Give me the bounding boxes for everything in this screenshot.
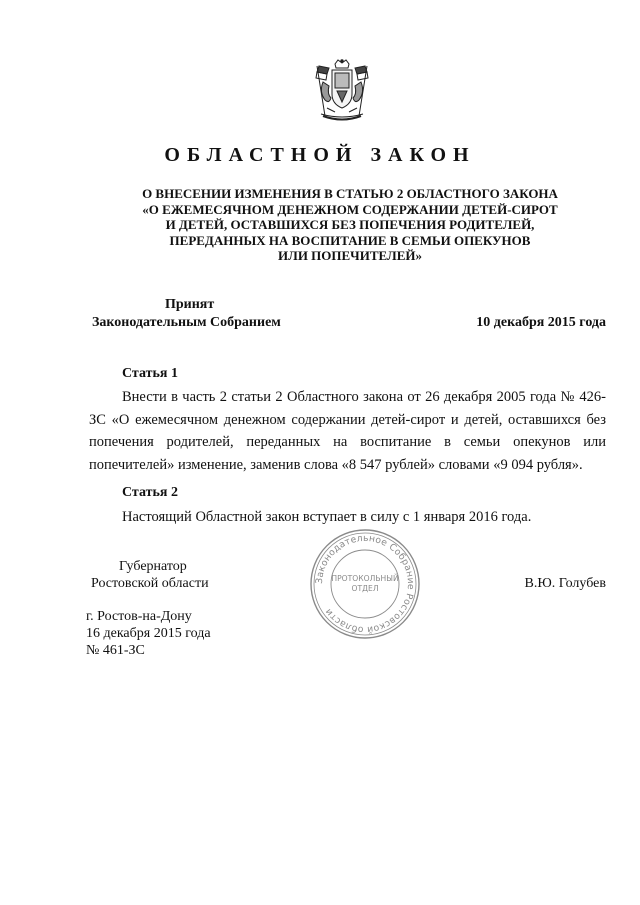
signatory-title-line-2: Ростовской области (91, 576, 209, 591)
official-stamp (309, 528, 421, 640)
adoption-date: 10 декабря 2015 года (476, 315, 606, 330)
stamp-center-line-1: ПРОТОКОЛЬНЫЙ (331, 574, 399, 583)
signatory-title-line-1: Губернатор (119, 559, 187, 574)
law-title-line: О ВНЕСЕНИИ ИЗМЕНЕНИЯ В СТАТЬЮ 2 ОБЛАСТНОГО ЗАКОНА (142, 186, 558, 201)
law-number: № 461-ЗС (86, 643, 145, 658)
stamp-center-line-2: ОТДЕЛ (351, 584, 379, 593)
article-2-text: Настоящий Областной закон вступает в силу с 1 января 2016 года. (122, 509, 532, 525)
law-title-line: ИЛИ ПОПЕЧИТЕЛЕЙ» (278, 248, 422, 263)
stamp-ring-text: Законодательное Собрание Ростовской области (313, 532, 417, 636)
signatory-name: В.Ю. Голубев (524, 576, 606, 591)
coat-of-arms-icon (305, 58, 379, 124)
document-type-heading: ОБЛАСТНОЙ ЗАКОН (164, 144, 476, 166)
signing-date: 16 декабря 2015 года (86, 626, 211, 641)
adopted-label: Принят (165, 297, 215, 312)
article-2-heading: Статья 2 (122, 485, 178, 500)
law-title (120, 186, 580, 264)
law-title-line: ПЕРЕДАННЫХ НА ВОСПИТАНИЕ В СЕМЬИ ОПЕКУНОВ (169, 232, 531, 248)
law-title-line: И ДЕТЕЙ, ОСТАВШИХСЯ БЕЗ ПОПЕЧЕНИЯ РОДИТЕЛЕЙ, (165, 217, 535, 232)
article-1-text: Внести в часть 2 статьи 2 Областного закона от 26 декабря 2005 года № 426-ЗС «О ежемесячном денежном содержании детей-сирот и детей, оставшихся без попечения родителей, переданных на воспитание в семьи опекунов или попечителей» изменение, заменив слова «8 547 рублей» словами «9 094 рубля». (89, 389, 606, 473)
signing-place: г. Ростов-на-Дону (86, 609, 192, 624)
adopted-by: Законодательным Собранием (92, 315, 281, 330)
article-1-heading: Статья 1 (122, 366, 178, 381)
law-title-line: «О ЕЖЕМЕСЯЧНОМ ДЕНЕЖНОМ СОДЕРЖАНИИ ДЕТЕЙ-СИРОТ (142, 201, 558, 217)
